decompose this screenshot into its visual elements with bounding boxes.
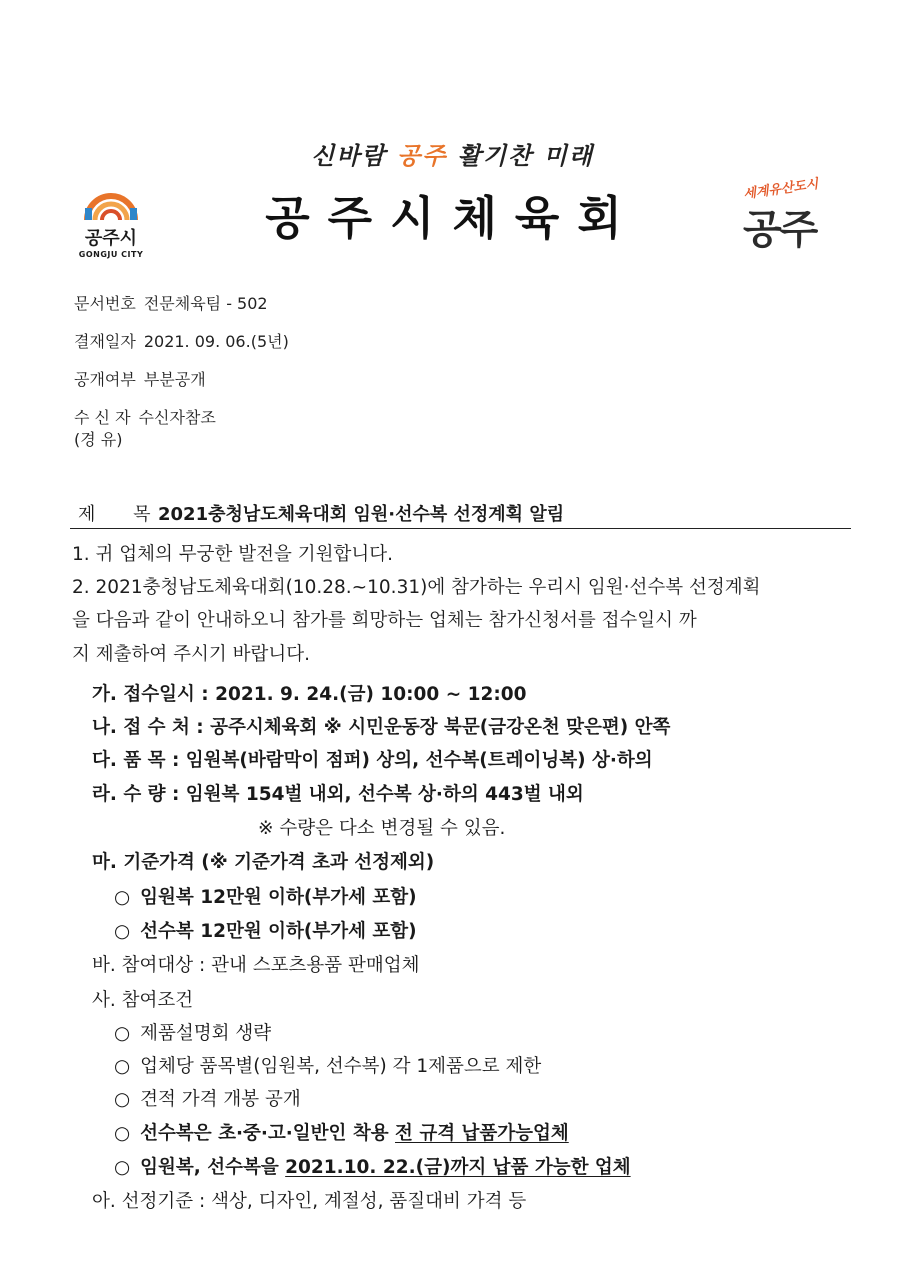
logo-right-big: 공주 xyxy=(743,206,817,253)
logo-right-tag: 세계유산도시 xyxy=(742,176,820,203)
item-a-criteria: 아. 선정기준 : 색상, 디자인, 계절성, 품질대비 가격 등 xyxy=(92,1191,527,1212)
subject xyxy=(78,500,564,526)
doc-number: 문서번호 전문체육팀 - 502 xyxy=(74,294,268,313)
subject-label: 제 목 xyxy=(78,504,167,525)
item-sa-conditions: 사. 참여조건 xyxy=(92,990,194,1011)
approval-date: 결재일자 2021. 09. 06.(5년) xyxy=(74,332,289,351)
subject-text: 2021충청남도체육대회 임원·선수복 선정계획 알림 xyxy=(158,504,565,525)
circle-bullet-icon: ○ xyxy=(114,921,131,942)
via: (경 유) xyxy=(74,430,123,449)
item-da-product: 다. 품 목 : 임원복(바람막이 점퍼) 상의, 선수복(트레이닝복) 상·하의 xyxy=(92,750,653,771)
circle-bullet-icon: ○ xyxy=(114,1023,131,1044)
gongju-city-logo xyxy=(64,178,158,268)
disclosure: 공개여부 부분공개 xyxy=(74,370,206,389)
condition-5: ○ 임원복, 선수복을 2021.10. 22.(금)까지 납품 가능한 업체 xyxy=(114,1157,631,1178)
org-title: 공주시체육회 xyxy=(265,191,640,245)
heritage-city-logo xyxy=(735,178,855,268)
item-ma-price: 마. 기준가격 (※ 기준가격 초과 선정제외) xyxy=(92,852,435,873)
recipient: 수 신 자 수신자참조 xyxy=(74,408,216,427)
condition-2: ○ 업체당 품목별(임원복, 선수복) 각 1제품으로 제한 xyxy=(114,1056,542,1077)
paragraph-1: 1. 귀 업체의 무궁한 발전을 기원합니다. xyxy=(72,544,394,565)
condition-4: ○ 선수복은 초·중·고·일반인 착용 전 규격 납품가능업체 xyxy=(114,1123,569,1144)
price-athlete: ○ 선수복 12만원 이하(부가세 포함) xyxy=(114,921,417,942)
slogan xyxy=(0,136,905,171)
circle-bullet-icon: ○ xyxy=(114,1056,131,1077)
price-officer: ○ 임원복 12만원 이하(부가세 포함) xyxy=(114,887,417,908)
logo-left-name: 공주시 xyxy=(84,228,138,249)
gate-arch-icon xyxy=(81,178,141,222)
condition-3: ○ 견적 가격 개봉 공개 xyxy=(114,1089,301,1110)
slogan-pre: 신바람 xyxy=(311,141,397,170)
item-ra-note: ※ 수량은 다소 변경될 수 있음. xyxy=(258,818,506,839)
logo-left-sub: GONGJU CITY xyxy=(78,250,144,259)
item-ra-quantity: 라. 수 량 : 임원복 154벌 내외, 선수복 상·하의 443벌 내외 xyxy=(92,784,584,805)
slogan-accent: 공주 xyxy=(396,141,448,170)
paragraph-2-line-3: 지 제출하여 주시기 바랍니다. xyxy=(72,644,310,665)
slogan-post: 활기찬 미래 xyxy=(447,141,594,170)
circle-bullet-icon: ○ xyxy=(114,1089,131,1110)
circle-bullet-icon: ○ xyxy=(114,887,131,908)
circle-bullet-icon: ○ xyxy=(114,1157,131,1178)
paragraph-2-line-2: 을 다음과 같이 안내하오니 참가를 희망하는 업체는 참가신청서를 접수일시 까 xyxy=(72,610,697,631)
condition-1: ○ 제품설명회 생략 xyxy=(114,1023,272,1044)
item-ga-date: 가. 접수일시 : 2021. 9. 24.(금) 10:00 ~ 12:00 xyxy=(92,684,527,705)
item-na-place: 나. 접 수 처 : 공주시체육회 ※ 시민운동장 북문(금강온천 맞은편) 안쪽 xyxy=(92,717,671,738)
circle-bullet-icon: ○ xyxy=(114,1123,131,1144)
subject-divider xyxy=(70,528,851,529)
item-ba-target: 바. 참여대상 : 관내 스포츠용품 판매업체 xyxy=(92,955,420,976)
paragraph-2-line-1: 2. 2021충청남도체육대회(10.28.~10.31)에 참가하는 우리시 임원·선수복 선정계획 xyxy=(72,577,761,598)
